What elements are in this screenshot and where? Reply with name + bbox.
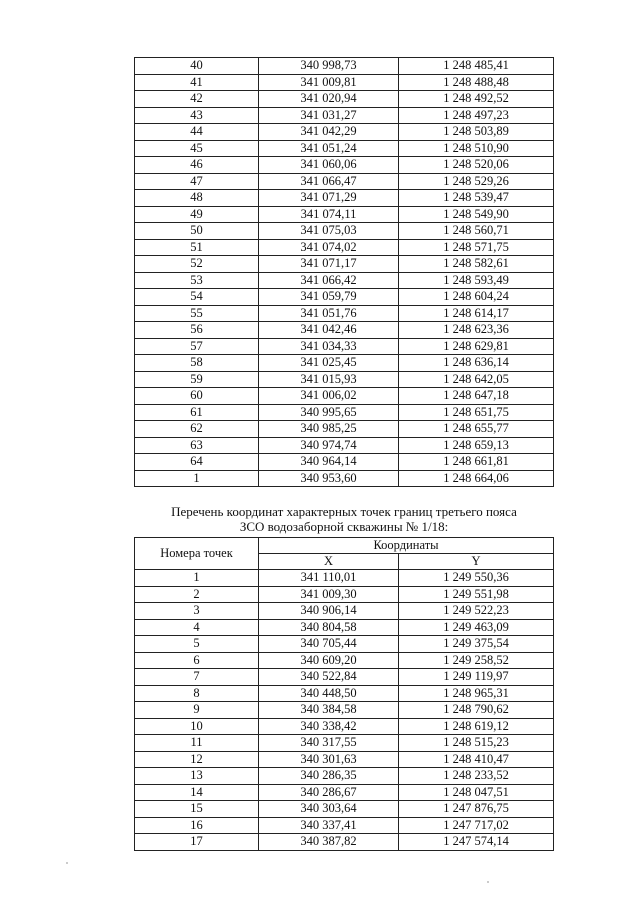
point-number-cell: 44	[135, 124, 259, 141]
coord-x-cell: 340 286,67	[259, 784, 399, 801]
point-number-cell: 43	[135, 107, 259, 124]
coord-y-cell: 1 248 582,61	[399, 256, 554, 273]
header-coordinates: Координаты	[259, 538, 554, 554]
table-row	[135, 702, 554, 719]
coord-x-cell: 340 906,14	[259, 603, 399, 620]
point-number-cell: 11	[135, 735, 259, 752]
point-number-cell: 48	[135, 190, 259, 207]
coord-x-cell: 341 025,45	[259, 355, 399, 372]
table-row	[135, 421, 554, 438]
table-row	[135, 454, 554, 471]
coord-x-cell: 340 995,65	[259, 404, 399, 421]
table-row	[135, 74, 554, 91]
table-row	[135, 586, 554, 603]
coord-y-cell: 1 249 463,09	[399, 619, 554, 636]
header-y: Y	[399, 554, 554, 570]
point-number-cell: 64	[135, 454, 259, 471]
table-row	[135, 355, 554, 372]
point-number-cell: 58	[135, 355, 259, 372]
table-row	[135, 570, 554, 587]
point-number-cell: 8	[135, 685, 259, 702]
table-row	[135, 256, 554, 273]
point-number-cell: 4	[135, 619, 259, 636]
coord-y-cell: 1 248 549,90	[399, 206, 554, 223]
table-row	[135, 322, 554, 339]
coord-y-cell: 1 248 047,51	[399, 784, 554, 801]
point-number-cell: 52	[135, 256, 259, 273]
coord-x-cell: 340 384,58	[259, 702, 399, 719]
scan-speck	[66, 862, 68, 864]
point-number-cell: 51	[135, 239, 259, 256]
coord-x-cell: 341 051,24	[259, 140, 399, 157]
point-number-cell: 49	[135, 206, 259, 223]
table-row	[135, 91, 554, 108]
coord-x-cell: 341 075,03	[259, 223, 399, 240]
table-row	[135, 239, 554, 256]
table-row	[135, 718, 554, 735]
table-row	[135, 817, 554, 834]
table-row	[135, 58, 554, 75]
coord-y-cell: 1 248 629,81	[399, 338, 554, 355]
coord-x-cell: 340 338,42	[259, 718, 399, 735]
coord-x-cell: 340 522,84	[259, 669, 399, 686]
scan-speck	[487, 881, 489, 883]
table-caption	[130, 504, 558, 534]
table-row	[135, 371, 554, 388]
coord-y-cell: 1 248 619,12	[399, 718, 554, 735]
table-row	[135, 652, 554, 669]
coord-x-cell: 340 998,73	[259, 58, 399, 75]
table-row	[135, 338, 554, 355]
coord-y-cell: 1 248 659,13	[399, 437, 554, 454]
header-x: X	[259, 554, 399, 570]
coord-y-cell: 1 248 233,52	[399, 768, 554, 785]
coord-y-cell: 1 248 497,23	[399, 107, 554, 124]
coord-x-cell: 340 953,60	[259, 470, 399, 487]
point-number-cell: 45	[135, 140, 259, 157]
table-row	[135, 603, 554, 620]
table-row	[135, 157, 554, 174]
coordinates-table-continued	[134, 57, 554, 487]
point-number-cell: 7	[135, 669, 259, 686]
table-row	[135, 190, 554, 207]
table-row	[135, 289, 554, 306]
coord-x-cell: 341 009,81	[259, 74, 399, 91]
point-number-cell: 56	[135, 322, 259, 339]
point-number-cell: 50	[135, 223, 259, 240]
point-number-cell: 57	[135, 338, 259, 355]
point-number-cell: 63	[135, 437, 259, 454]
coord-y-cell: 1 248 790,62	[399, 702, 554, 719]
table-row	[135, 735, 554, 752]
coord-y-cell: 1 248 539,47	[399, 190, 554, 207]
coord-x-cell: 341 020,94	[259, 91, 399, 108]
point-number-cell: 13	[135, 768, 259, 785]
coord-y-cell: 1 248 529,26	[399, 173, 554, 190]
coord-y-cell: 1 248 655,77	[399, 421, 554, 438]
coord-y-cell: 1 248 651,75	[399, 404, 554, 421]
table-row	[135, 388, 554, 405]
coord-y-cell: 1 248 560,71	[399, 223, 554, 240]
coord-y-cell: 1 248 661,81	[399, 454, 554, 471]
point-number-cell: 41	[135, 74, 259, 91]
table-row	[135, 272, 554, 289]
coord-y-cell: 1 248 593,49	[399, 272, 554, 289]
point-number-cell: 46	[135, 157, 259, 174]
point-number-cell: 42	[135, 91, 259, 108]
table-row	[135, 801, 554, 818]
coord-y-cell: 1 248 664,06	[399, 470, 554, 487]
coord-x-cell: 341 042,46	[259, 322, 399, 339]
coord-x-cell: 341 060,06	[259, 157, 399, 174]
table-row	[135, 124, 554, 141]
coord-x-cell: 341 042,29	[259, 124, 399, 141]
point-number-cell: 40	[135, 58, 259, 75]
coord-x-cell: 341 066,47	[259, 173, 399, 190]
coord-x-cell: 341 066,42	[259, 272, 399, 289]
coord-y-cell: 1 248 642,05	[399, 371, 554, 388]
coord-y-cell: 1 249 551,98	[399, 586, 554, 603]
point-number-cell: 53	[135, 272, 259, 289]
point-number-cell: 5	[135, 636, 259, 653]
table-row	[135, 173, 554, 190]
third-zone-coordinates-table	[134, 537, 554, 851]
coord-x-cell: 341 071,29	[259, 190, 399, 207]
coord-x-cell: 340 705,44	[259, 636, 399, 653]
table-row	[135, 206, 554, 223]
coord-x-cell: 341 031,27	[259, 107, 399, 124]
point-number-cell: 59	[135, 371, 259, 388]
table-row	[135, 619, 554, 636]
table-row	[135, 636, 554, 653]
coord-y-cell: 1 248 488,48	[399, 74, 554, 91]
point-number-cell: 1	[135, 570, 259, 587]
table-row	[135, 685, 554, 702]
table-row	[135, 107, 554, 124]
coord-y-cell: 1 249 119,97	[399, 669, 554, 686]
point-number-cell: 61	[135, 404, 259, 421]
point-number-cell: 55	[135, 305, 259, 322]
table-row	[135, 140, 554, 157]
point-number-cell: 60	[135, 388, 259, 405]
coord-x-cell: 341 034,33	[259, 338, 399, 355]
coord-y-cell: 1 248 623,36	[399, 322, 554, 339]
coord-y-cell: 1 249 550,36	[399, 570, 554, 587]
coord-x-cell: 340 301,63	[259, 751, 399, 768]
point-number-cell: 1	[135, 470, 259, 487]
point-number-cell: 16	[135, 817, 259, 834]
table-row	[135, 437, 554, 454]
coord-x-cell: 340 609,20	[259, 652, 399, 669]
table-row	[135, 784, 554, 801]
table-row	[135, 669, 554, 686]
coord-x-cell: 340 804,58	[259, 619, 399, 636]
caption-line-1: Перечень координат характерных точек границ третьего пояса	[171, 504, 517, 519]
point-number-cell: 47	[135, 173, 259, 190]
coord-y-cell: 1 248 636,14	[399, 355, 554, 372]
coord-x-cell: 340 964,14	[259, 454, 399, 471]
coord-x-cell: 341 006,02	[259, 388, 399, 405]
coord-y-cell: 1 248 515,23	[399, 735, 554, 752]
table-row	[135, 751, 554, 768]
point-number-cell: 9	[135, 702, 259, 719]
point-number-cell: 62	[135, 421, 259, 438]
coord-y-cell: 1 248 604,24	[399, 289, 554, 306]
coord-y-cell: 1 249 258,52	[399, 652, 554, 669]
table-row	[135, 404, 554, 421]
point-number-cell: 6	[135, 652, 259, 669]
table-row	[135, 470, 554, 487]
coord-y-cell: 1 248 965,31	[399, 685, 554, 702]
point-number-cell: 10	[135, 718, 259, 735]
point-number-cell: 14	[135, 784, 259, 801]
coord-y-cell: 1 248 503,89	[399, 124, 554, 141]
coord-y-cell: 1 247 876,75	[399, 801, 554, 818]
coord-x-cell: 341 015,93	[259, 371, 399, 388]
coord-y-cell: 1 248 520,06	[399, 157, 554, 174]
coord-x-cell: 341 074,02	[259, 239, 399, 256]
point-number-cell: 15	[135, 801, 259, 818]
coord-y-cell: 1 249 375,54	[399, 636, 554, 653]
coord-y-cell: 1 247 574,14	[399, 834, 554, 851]
header-point-numbers: Номера точек	[135, 538, 259, 570]
caption-line-2: ЗСО водозаборной скважины № 1/18:	[239, 519, 449, 534]
coord-x-cell: 340 448,50	[259, 685, 399, 702]
coord-y-cell: 1 248 647,18	[399, 388, 554, 405]
coord-x-cell: 341 059,79	[259, 289, 399, 306]
coord-y-cell: 1 249 522,23	[399, 603, 554, 620]
coord-y-cell: 1 248 492,52	[399, 91, 554, 108]
table-row	[135, 305, 554, 322]
coord-y-cell: 1 247 717,02	[399, 817, 554, 834]
coord-y-cell: 1 248 614,17	[399, 305, 554, 322]
coord-y-cell: 1 248 571,75	[399, 239, 554, 256]
coord-x-cell: 341 051,76	[259, 305, 399, 322]
coord-x-cell: 341 110,01	[259, 570, 399, 587]
coord-x-cell: 341 009,30	[259, 586, 399, 603]
coord-x-cell: 341 074,11	[259, 206, 399, 223]
table-row	[135, 223, 554, 240]
coord-y-cell: 1 248 510,90	[399, 140, 554, 157]
point-number-cell: 54	[135, 289, 259, 306]
coord-x-cell: 340 974,74	[259, 437, 399, 454]
point-number-cell: 17	[135, 834, 259, 851]
point-number-cell: 2	[135, 586, 259, 603]
coord-y-cell: 1 248 410,47	[399, 751, 554, 768]
coord-x-cell: 340 387,82	[259, 834, 399, 851]
point-number-cell: 3	[135, 603, 259, 620]
coord-x-cell: 341 071,17	[259, 256, 399, 273]
table-row	[135, 768, 554, 785]
coord-x-cell: 340 286,35	[259, 768, 399, 785]
table-row	[135, 834, 554, 851]
coord-x-cell: 340 303,64	[259, 801, 399, 818]
coord-y-cell: 1 248 485,41	[399, 58, 554, 75]
coord-x-cell: 340 337,41	[259, 817, 399, 834]
coord-x-cell: 340 317,55	[259, 735, 399, 752]
point-number-cell: 12	[135, 751, 259, 768]
coord-x-cell: 340 985,25	[259, 421, 399, 438]
